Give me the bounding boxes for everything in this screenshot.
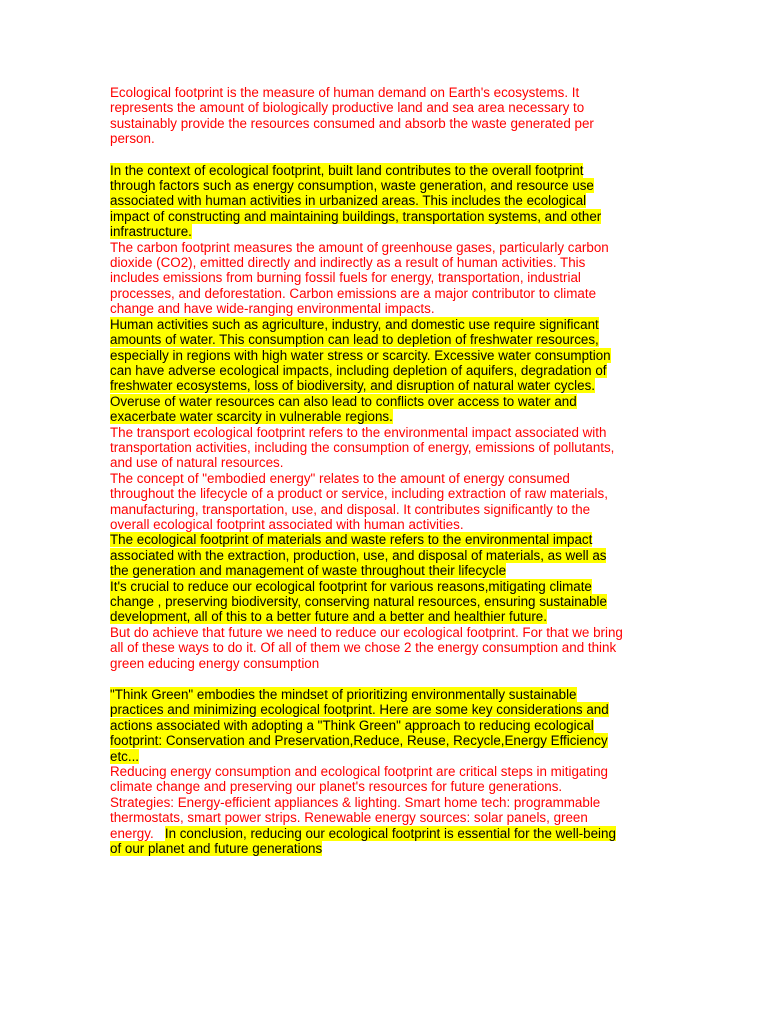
paragraph-achieve-future <box>110 625 658 671</box>
text-line <box>110 363 658 378</box>
paragraph-materials-waste <box>110 532 658 578</box>
highlighted-text: exacerbate water scarcity in vulnerable regions. <box>110 409 393 425</box>
text-line: change and have wide-ranging environmental impacts. <box>110 301 435 317</box>
text-line: represents the amount of biologically productive land and sea area necessary to <box>110 100 585 116</box>
text-line <box>110 532 658 547</box>
text-line: all of these ways to do it. Of all of them we chose 2 the energy consumption and think <box>110 640 617 656</box>
text-line: The carbon footprint measures the amount of greenhouse gases, particularly carbon <box>110 239 609 255</box>
text-line <box>110 163 658 178</box>
highlighted-text: development, all of this to a better future and a better and healthier future. <box>110 609 547 625</box>
text-line: green educing energy consumption <box>110 655 320 671</box>
paragraph-water-footprint <box>110 317 658 425</box>
paragraph-embodied-energy <box>110 471 658 533</box>
text-line: Strategies: Energy-efficient appliances & lighting. Smart home tech: programmable <box>110 794 601 810</box>
text-line <box>110 394 658 409</box>
text-line: The transport ecological footprint refers to the environmental impact associated with <box>110 424 607 440</box>
text-line: transportation activities, including the consumption of energy, emissions of pollutants, <box>110 439 615 455</box>
text-line <box>110 178 658 193</box>
text-line: and use of natural resources. <box>110 455 284 471</box>
text-line <box>110 609 658 624</box>
highlighted-text: In the context of ecological footprint, built land contributes to the overall footprint <box>110 162 584 178</box>
text-line <box>110 332 658 347</box>
text-line: But do achieve that future we need to reduce our ecological footprint. For that we bring <box>110 624 623 640</box>
text-segment: energy. <box>110 825 165 841</box>
document-page <box>110 85 658 857</box>
text-line <box>110 749 658 764</box>
text-line: person. <box>110 131 155 147</box>
highlighted-text: etc... <box>110 748 140 764</box>
highlighted-text: associated with the extraction, production, use, and disposal of materials, as well as <box>110 547 607 563</box>
highlighted-text: freshwater ecosystems, loss of biodiversity, and disruption of natural water cycles. <box>110 378 595 394</box>
text-line <box>110 193 658 208</box>
highlighted-text: It's crucial to reduce our ecological footprint for various reasons,mitigating climate <box>110 578 592 594</box>
text-line: Ecological footprint is the measure of human demand on Earth's ecosystems. It <box>110 85 580 100</box>
text-line: processes, and deforestation. Carbon emissions are a major contributor to climate <box>110 285 597 301</box>
highlighted-text: especially in regions with high water stress or scarcity. Excessive water consumption <box>110 347 611 363</box>
text-line <box>110 224 658 239</box>
text-line: sustainably provide the resources consumed and absorb the waste generated per <box>110 115 594 131</box>
text-line: throughout the lifecycle of a product or service, including extraction of raw materials, <box>110 486 608 502</box>
highlighted-text: through factors such as energy consumption, waste generation, and resource use <box>110 178 594 194</box>
text-line <box>110 826 658 841</box>
paragraph-carbon-footprint <box>110 240 658 317</box>
highlighted-text: associated with human activities in urbanized areas. This includes the ecological <box>110 193 587 209</box>
highlighted-text: of our planet and future generations <box>110 841 323 857</box>
text-line: thermostats, smart power strips. Renewable energy sources: solar panels, green <box>110 810 588 826</box>
highlighted-text: footprint: Conservation and Preservation,Reduce, Reuse, Recycle,Energy Efficiency <box>110 733 608 749</box>
text-line <box>110 841 658 856</box>
text-line: Reducing energy consumption and ecological footprint are critical steps in mitigating <box>110 764 608 780</box>
text-line <box>110 594 658 609</box>
paragraph-transport-footprint <box>110 425 658 471</box>
text-line <box>110 563 658 578</box>
highlighted-text: impact of constructing and maintaining buildings, transportation systems, and other <box>110 208 602 224</box>
highlighted-text: Human activities such as agriculture, industry, and domestic use require significant <box>110 316 599 332</box>
text-line <box>110 718 658 733</box>
text-line: includes emissions from burning fossil fuels for energy, transportation, industrial <box>110 270 581 286</box>
text-line <box>110 317 658 332</box>
highlighted-text: The ecological footprint of materials and waste refers to the environmental impact <box>110 532 593 548</box>
highlighted-text: the generation and management of waste throughout their lifecycle <box>110 563 507 579</box>
highlighted-text: change , preserving biodiversity, conserving natural resources, ensuring sustainable <box>110 594 607 609</box>
highlighted-text: Overuse of water resources can also lead to conflicts over access to water and <box>110 393 577 409</box>
text-line <box>110 348 658 363</box>
text-line <box>110 687 658 702</box>
highlighted-text: can have adverse ecological impacts, including depletion of aquifers, degradation of <box>110 362 607 378</box>
text-line <box>110 548 658 563</box>
text-line: overall ecological footprint associated with human activities. <box>110 516 464 532</box>
highlighted-text: infrastructure. <box>110 224 192 240</box>
highlighted-text: actions associated with adopting a "Think Green" approach to reducing ecological <box>110 717 594 733</box>
paragraph-built-land <box>110 163 658 240</box>
text-line <box>110 702 658 717</box>
text-line: climate change and preserving our planet's resources for future generations. <box>110 779 563 795</box>
text-line: The concept of "embodied energy" relates to the amount of energy consumed <box>110 470 570 486</box>
text-line <box>110 579 658 594</box>
highlighted-text: In conclusion, reducing our ecological footprint is essential for the well-being <box>164 825 616 841</box>
paragraph-reasons-to-reduce <box>110 579 658 625</box>
highlighted-text: practices and minimizing ecological footprint. Here are some key considerations and <box>110 702 609 718</box>
text-line: manufacturing, transportation, use, and disposal. It contributes significantly to the <box>110 501 591 517</box>
paragraph-ecological-footprint <box>110 85 658 147</box>
text-line <box>110 378 658 393</box>
paragraph-reducing-energy <box>110 764 658 856</box>
text-line <box>110 409 658 424</box>
text-line <box>110 209 658 224</box>
paragraph-think-green <box>110 687 658 764</box>
text-line: dioxide (CO2), emitted directly and indirectly as a result of human activities. This <box>110 255 586 271</box>
highlighted-text: amounts of water. This consumption can lead to depletion of freshwater resources, <box>110 332 599 348</box>
text-line <box>110 733 658 748</box>
highlighted-text: "Think Green" embodies the mindset of prioritizing environmentally sustainable <box>110 687 577 703</box>
